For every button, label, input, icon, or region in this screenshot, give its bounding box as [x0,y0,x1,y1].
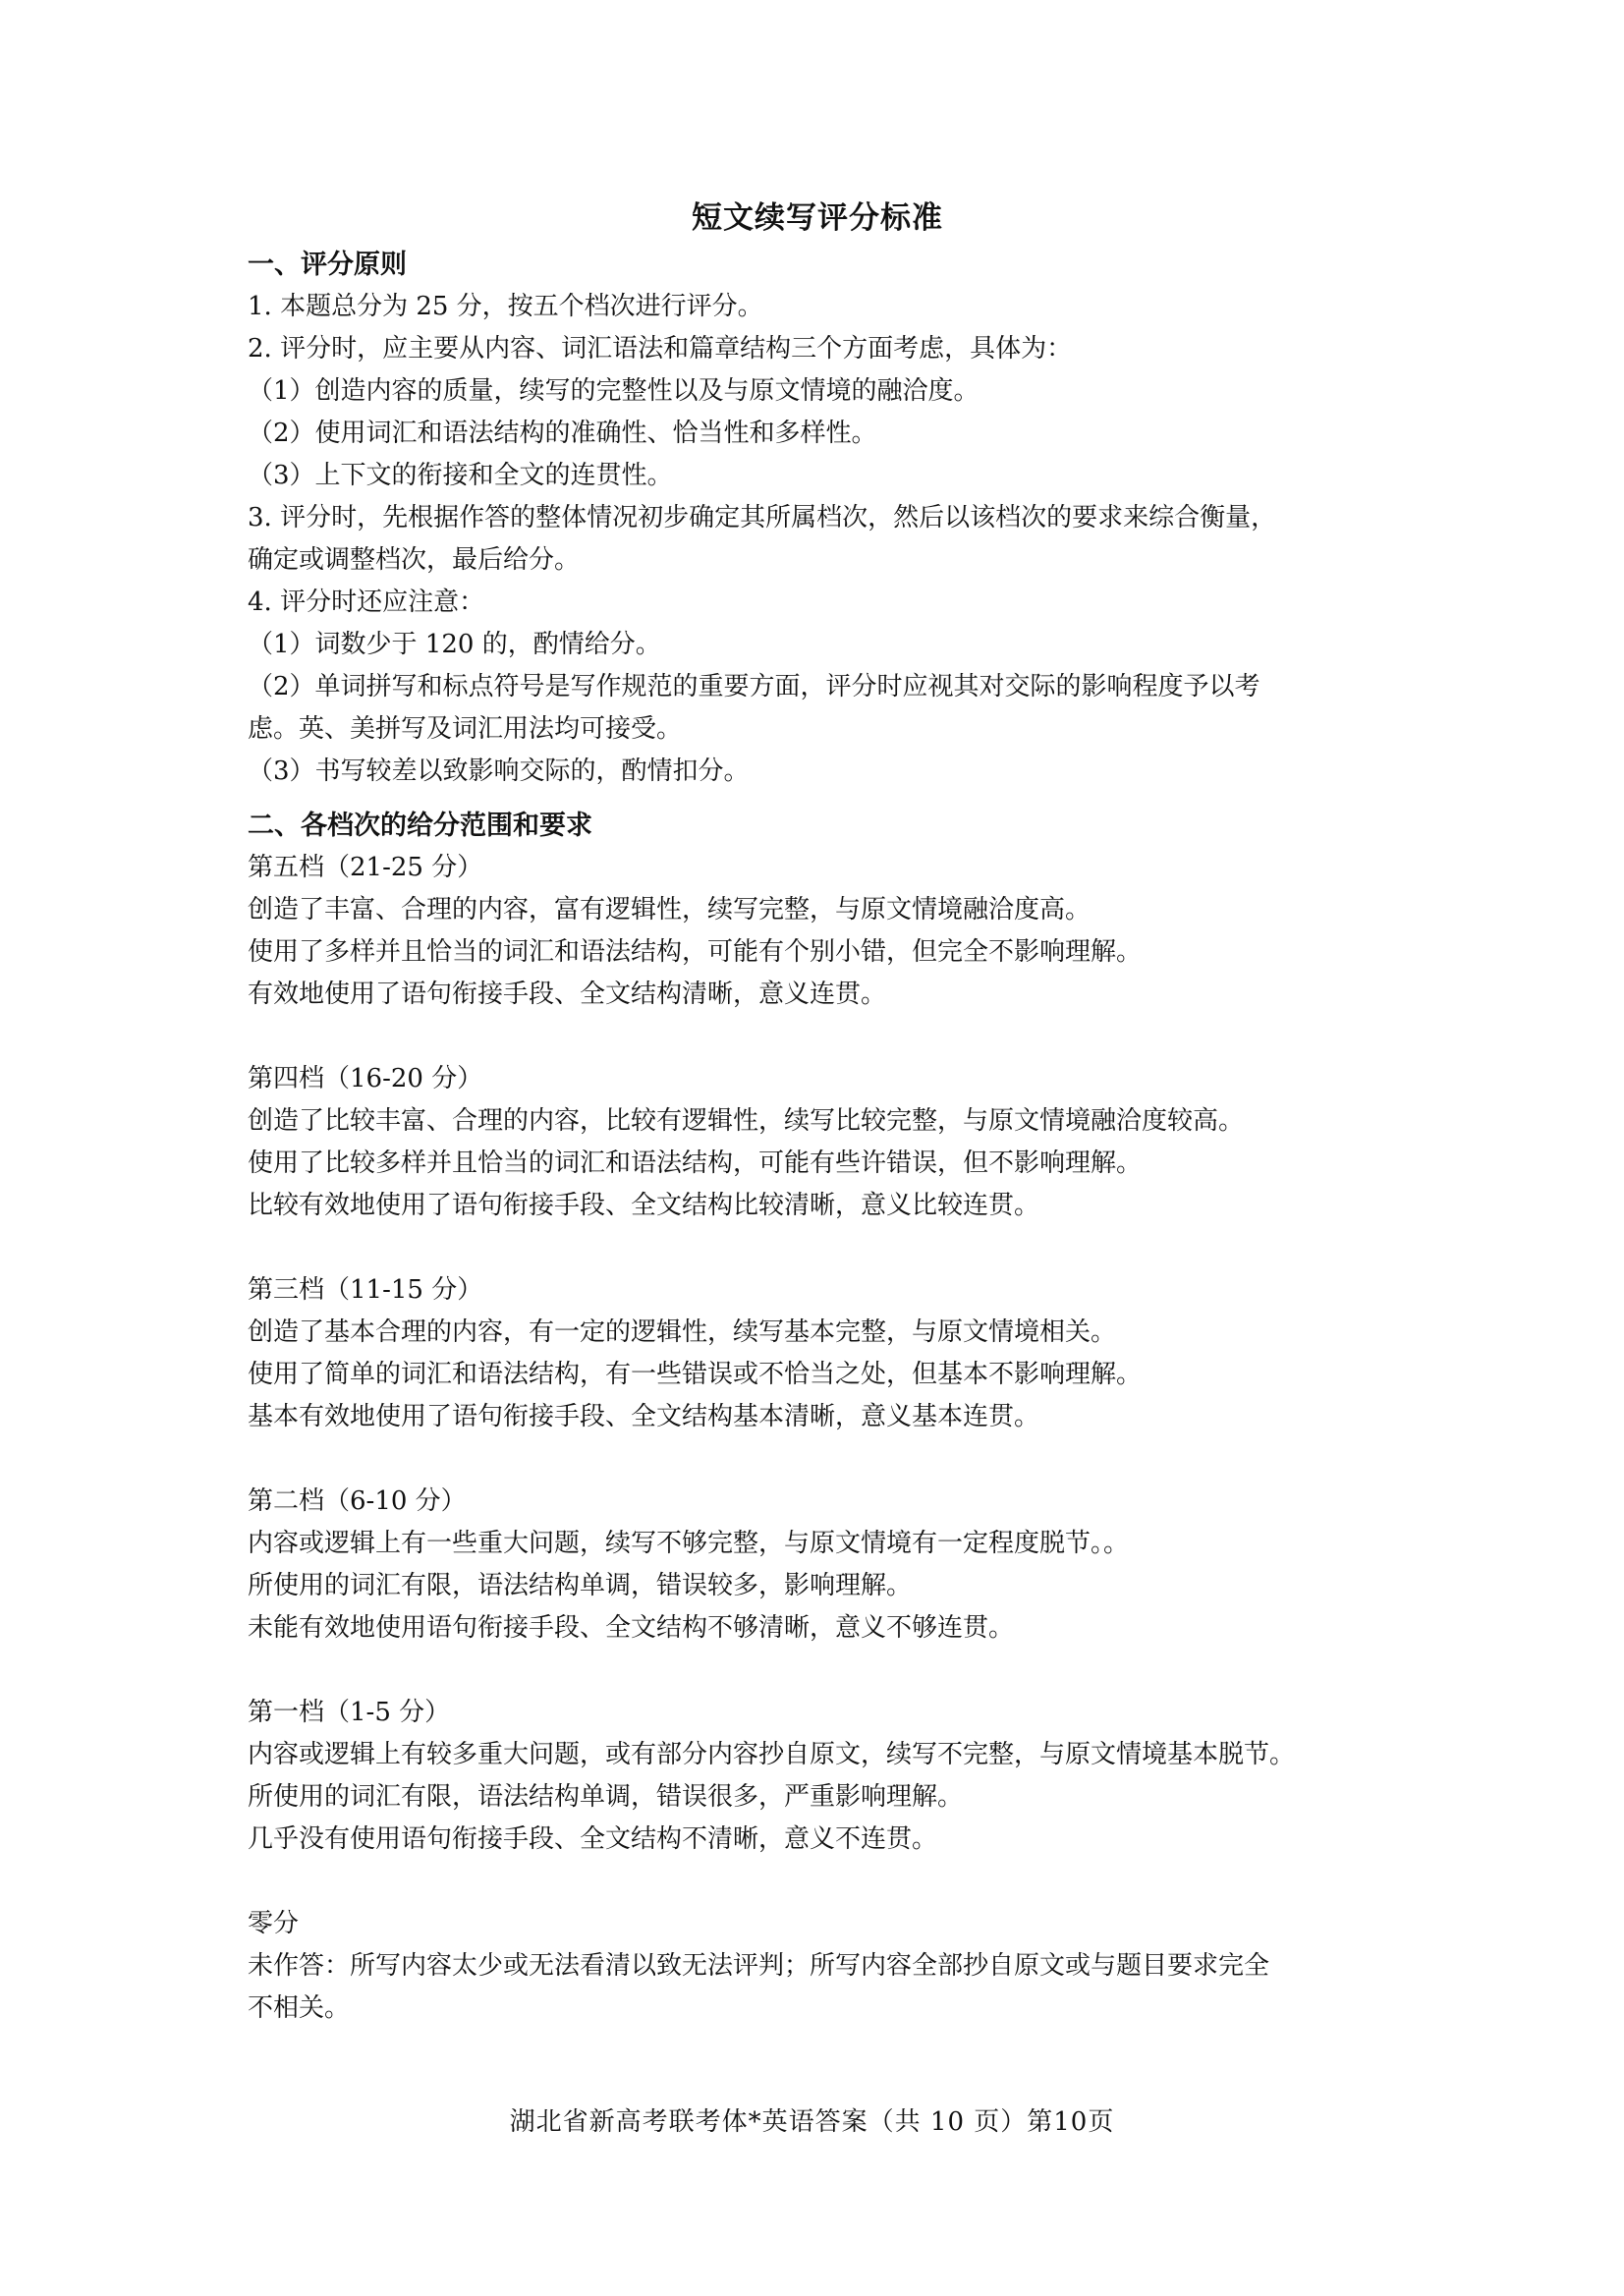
page-footer: 湖北省新高考联考体*英语答案（共 10 页）第10页 [509,2107,1115,2137]
grade-block-4 [248,1058,1387,1227]
section-grade-ranges [248,805,1387,2030]
paragraph-line: （1）词数少于 120 的，酌情给分。 [248,630,661,659]
paragraph-line: 2. 评分时，应主要从内容、词汇语法和篇章结构三个方面考虑，具体为： [248,334,1073,364]
paragraph-line: （3）上下文的衔接和全文的连贯性。 [248,461,673,490]
grade-block-2 [248,1481,1387,1650]
spacer [248,1861,1387,1903]
grade-line: 未能有效地使用语句衔接手段、全文结构不够清晰，意义不够连贯。 [248,1613,1015,1643]
grade-line: 使用了多样并且恰当的词汇和语法结构，可能有个别小错，但完全不影响理解。 [248,937,1143,967]
grade-line: 内容或逻辑上有一些重大问题，续写不够完整，与原文情境有一定程度脱节。。 [248,1529,1130,1558]
paragraph-line: （3）书写较差以致影响交际的，酌情扣分。 [248,756,750,786]
grade-block-5 [248,847,1387,1016]
grade-label: 第四档（16-20 分） [248,1064,483,1093]
grade-line: 创造了比较丰富、合理的内容，比较有逻辑性，续写比较完整，与原文情境融洽度较高。 [248,1106,1245,1136]
paragraph-line: 1. 本题总分为 25 分，按五个档次进行评分。 [248,292,763,321]
spacer [248,1227,1387,1269]
grade-line: 使用了简单的词汇和语法结构，有一些错误或不恰当之处，但基本不影响理解。 [248,1360,1143,1389]
grade-label: 第二档（6-10 分） [248,1486,467,1516]
section-scoring-principles [248,244,1387,793]
grade-line: 所使用的词汇有限，语法结构单调，错误较多，影响理解。 [248,1571,913,1600]
section-heading: 二、各档次的给分范围和要求 [248,811,592,841]
paragraph-line: 确定或调整档次，最后给分。 [248,545,581,575]
grade-label: 零分 [248,1909,300,1938]
grade-label: 第一档（1-5 分） [248,1698,451,1727]
grade-line: 比较有效地使用了语句衔接手段、全文结构比较清晰，意义比较连贯。 [248,1191,1040,1220]
grade-block-3 [248,1269,1387,1438]
grade-block-0 [248,1903,1387,2030]
spacer [248,1016,1387,1058]
grade-line: 创造了丰富、合理的内容，富有逻辑性，续写完整，与原文情境融洽度高。 [248,895,1092,924]
grade-line: 使用了比较多样并且恰当的词汇和语法结构，可能有些许错误，但不影响理解。 [248,1148,1143,1178]
grade-line: 几乎没有使用语句衔接手段、全文结构不清晰，意义不连贯。 [248,1824,938,1854]
grade-line: 所使用的词汇有限，语法结构单调，错误很多，严重影响理解。 [248,1782,964,1812]
paragraph-line: 虑。英、美拼写及词汇用法均可接受。 [248,714,683,744]
paragraph-line: （2）使用词汇和语法结构的准确性、恰当性和多样性。 [248,419,877,448]
grade-line: 不相关。 [248,1993,351,2023]
paragraph-line: （1）创造内容的质量，续写的完整性以及与原文情境的融洽度。 [248,376,980,406]
paragraph-line: （2）单词拼写和标点符号是写作规范的重要方面，评分时应视其对交际的影响程度予以考 [248,672,1260,701]
grade-line: 有效地使用了语句衔接手段、全文结构清晰，意义连贯。 [248,980,887,1009]
spacer [248,793,1387,805]
grade-label: 第五档（21-25 分） [248,853,483,882]
grade-block-1 [248,1692,1387,1861]
spacer [248,1650,1387,1692]
page-title: 短文续写评分标准 [692,200,943,236]
grade-line: 内容或逻辑上有较多重大问题，或有部分内容抄自原文，续写不完整，与原文情境基本脱节。 [248,1740,1296,1769]
paragraph-line: 4. 评分时还应注意： [248,588,485,617]
section-heading: 一、评分原则 [248,250,407,280]
grade-line: 基本有效地使用了语句衔接手段、全文结构基本清晰，意义基本连贯。 [248,1402,1040,1431]
grade-line: 创造了基本合理的内容，有一定的逻辑性，续写基本完整，与原文情境相关。 [248,1317,1117,1347]
grade-line: 未作答：所写内容太少或无法看清以致无法评判；所写内容全部抄自原文或与题目要求完全 [248,1951,1270,1981]
paragraph-line: 3. 评分时，先根据作答的整体情况初步确定其所属档次，然后以该档次的要求来综合衡量， [248,503,1277,532]
document-content [248,195,1387,2030]
spacer [248,1438,1387,1481]
grade-label: 第三档（11-15 分） [248,1275,483,1305]
